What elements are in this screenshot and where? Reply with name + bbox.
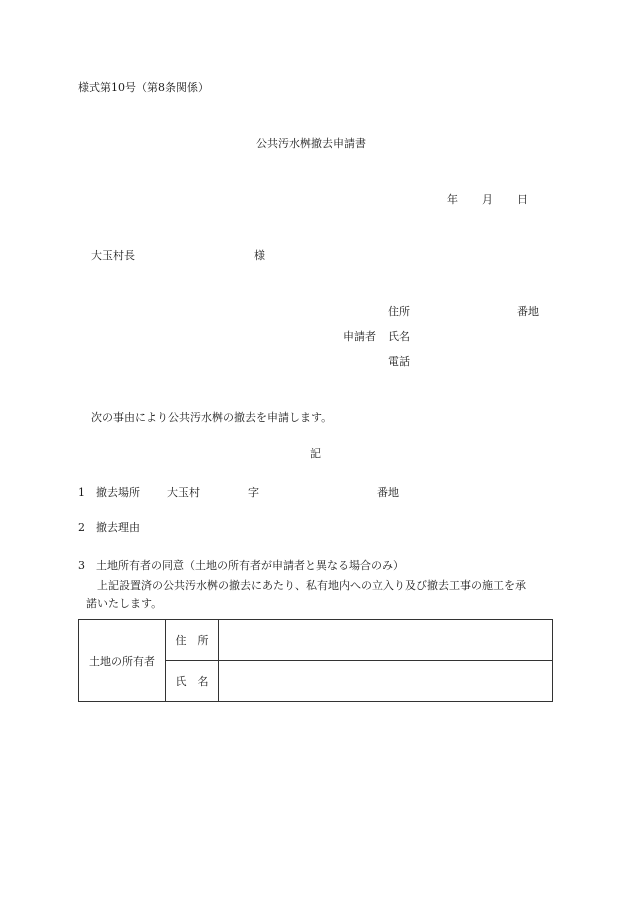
applicant-address-suffix: 番地 [517,305,539,318]
owner-name-field[interactable] [219,661,553,702]
applicant-label: 申請者 [343,330,376,343]
item-1-number: 1 [78,486,85,499]
land-owner-table [78,619,553,702]
item-1-banchi: 番地 [377,486,399,499]
item-2-label: 撤去理由 [96,521,140,534]
item-3-label: 土地所有者の同意（土地の所有者が申請者と異なる場合のみ） [96,559,404,572]
item-1-village: 大玉村 [167,486,200,499]
intro-text: 次の事由により公共汚水桝の撤去を申請します。 [91,411,333,424]
applicant-address-label: 住所 [388,305,410,318]
owner-name-label: 氏 名 [166,661,219,702]
land-owner-label: 土地の所有者 [79,620,166,702]
ki-heading: 記 [310,447,321,460]
addressee-honorific: 様 [254,249,265,262]
item-1-aza: 字 [248,486,259,499]
document-title: 公共汚水桝撤去申請書 [256,137,366,150]
consent-text-line2: 諾いたします。 [86,597,163,610]
owner-address-field[interactable] [219,620,553,661]
applicant-phone-label: 電話 [388,355,410,368]
item-3-number: 3 [78,559,85,572]
applicant-name-label: 氏名 [388,330,410,343]
date-month-label: 月 [482,193,493,206]
owner-address-label: 住 所 [166,620,219,661]
consent-text-line1: 上記設置済の公共汚水桝の撤去にあたり、私有地内への立入り及び撤去工事の施工を承 [97,579,526,592]
item-2-number: 2 [78,521,85,534]
date-day-label: 日 [517,193,528,206]
date-year-label: 年 [447,193,458,206]
item-1-label: 撤去場所 [96,486,140,499]
form-number: 様式第10号（第8条関係） [78,81,209,94]
addressee-name: 大玉村長 [91,249,135,262]
